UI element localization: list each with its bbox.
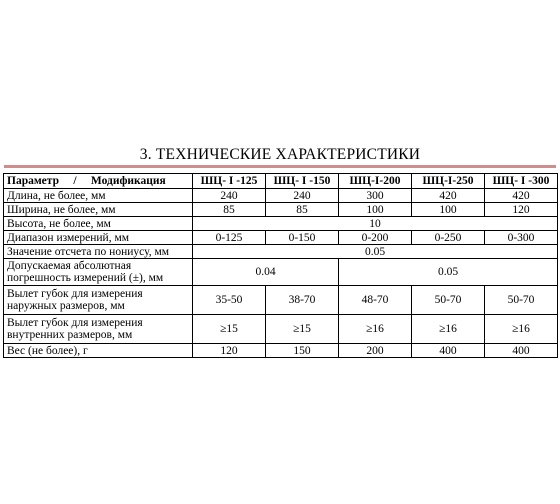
cell-value: 0-125 bbox=[193, 231, 266, 245]
cell-value: 50-70 bbox=[485, 286, 558, 315]
cell-value: 38-70 bbox=[266, 286, 339, 315]
row-label: Значение отсчета по нониусу, мм bbox=[4, 245, 193, 259]
cell-value: 10 bbox=[193, 217, 558, 231]
cell-value: ≥16 bbox=[485, 315, 558, 344]
table-row bbox=[4, 217, 558, 231]
cell-value: 0-200 bbox=[339, 231, 412, 245]
row-label: Диапазон измерений, мм bbox=[4, 231, 193, 245]
table-row bbox=[4, 344, 558, 358]
cell-value: 0-150 bbox=[266, 231, 339, 245]
row-label: Высота, не более, мм bbox=[4, 217, 193, 231]
cell-value: 240 bbox=[266, 189, 339, 203]
cell-value: 0.05 bbox=[193, 245, 558, 259]
table-row bbox=[4, 286, 558, 315]
section-title: 3. ТЕХНИЧЕСКИЕ ХАРАКТЕРИСТИКИ bbox=[139, 146, 421, 163]
table-row bbox=[4, 203, 558, 217]
table-row bbox=[4, 315, 558, 344]
cell-value: 420 bbox=[412, 189, 485, 203]
cell-value: 120 bbox=[193, 344, 266, 358]
specifications-table bbox=[3, 173, 558, 358]
table-row bbox=[4, 259, 558, 286]
cell-value: 400 bbox=[485, 344, 558, 358]
cell-value: 85 bbox=[193, 203, 266, 217]
cell-value: 150 bbox=[266, 344, 339, 358]
cell-value: 50-70 bbox=[412, 286, 485, 315]
cell-value: 100 bbox=[412, 203, 485, 217]
cell-value: 300 bbox=[339, 189, 412, 203]
cell-value: 120 bbox=[485, 203, 558, 217]
header-model: ШЦ- I -300 bbox=[485, 174, 558, 189]
row-label: Длина, не более, мм bbox=[4, 189, 193, 203]
cell-value: 85 bbox=[266, 203, 339, 217]
cell-value: 0.04 bbox=[193, 259, 339, 286]
table-row bbox=[4, 245, 558, 259]
cell-value: 0.05 bbox=[339, 259, 558, 286]
cell-value: ≥16 bbox=[412, 315, 485, 344]
header-model: ШЦ-I-200 bbox=[339, 174, 412, 189]
cell-value: 420 bbox=[485, 189, 558, 203]
table-row bbox=[4, 189, 558, 203]
table-header-row bbox=[4, 174, 558, 189]
header-model: ШЦ-I-250 bbox=[412, 174, 485, 189]
row-label: Ширина, не более, мм bbox=[4, 203, 193, 217]
row-label: Вылет губок для измерения наружных размеров, мм bbox=[4, 286, 193, 315]
row-label: Вес (не более), г bbox=[4, 344, 193, 358]
title-underline bbox=[4, 165, 556, 168]
cell-value: 0-250 bbox=[412, 231, 485, 245]
cell-value: ≥16 bbox=[339, 315, 412, 344]
table-row bbox=[4, 231, 558, 245]
header-model: ШЦ- I -125 bbox=[193, 174, 266, 189]
cell-value: 200 bbox=[339, 344, 412, 358]
row-label: Допускаемая абсолютная погрешность измерений (±), мм bbox=[4, 259, 193, 286]
header-model: ШЦ- I -150 bbox=[266, 174, 339, 189]
cell-value: 100 bbox=[339, 203, 412, 217]
cell-value: ≥15 bbox=[193, 315, 266, 344]
header-parameter: Параметр / Модификация bbox=[4, 174, 193, 189]
cell-value: 0-300 bbox=[485, 231, 558, 245]
cell-value: ≥15 bbox=[266, 315, 339, 344]
cell-value: 48-70 bbox=[339, 286, 412, 315]
row-label: Вылет губок для измерения внутренних размеров, мм bbox=[4, 315, 193, 344]
cell-value: 240 bbox=[193, 189, 266, 203]
cell-value: 35-50 bbox=[193, 286, 266, 315]
cell-value: 400 bbox=[412, 344, 485, 358]
